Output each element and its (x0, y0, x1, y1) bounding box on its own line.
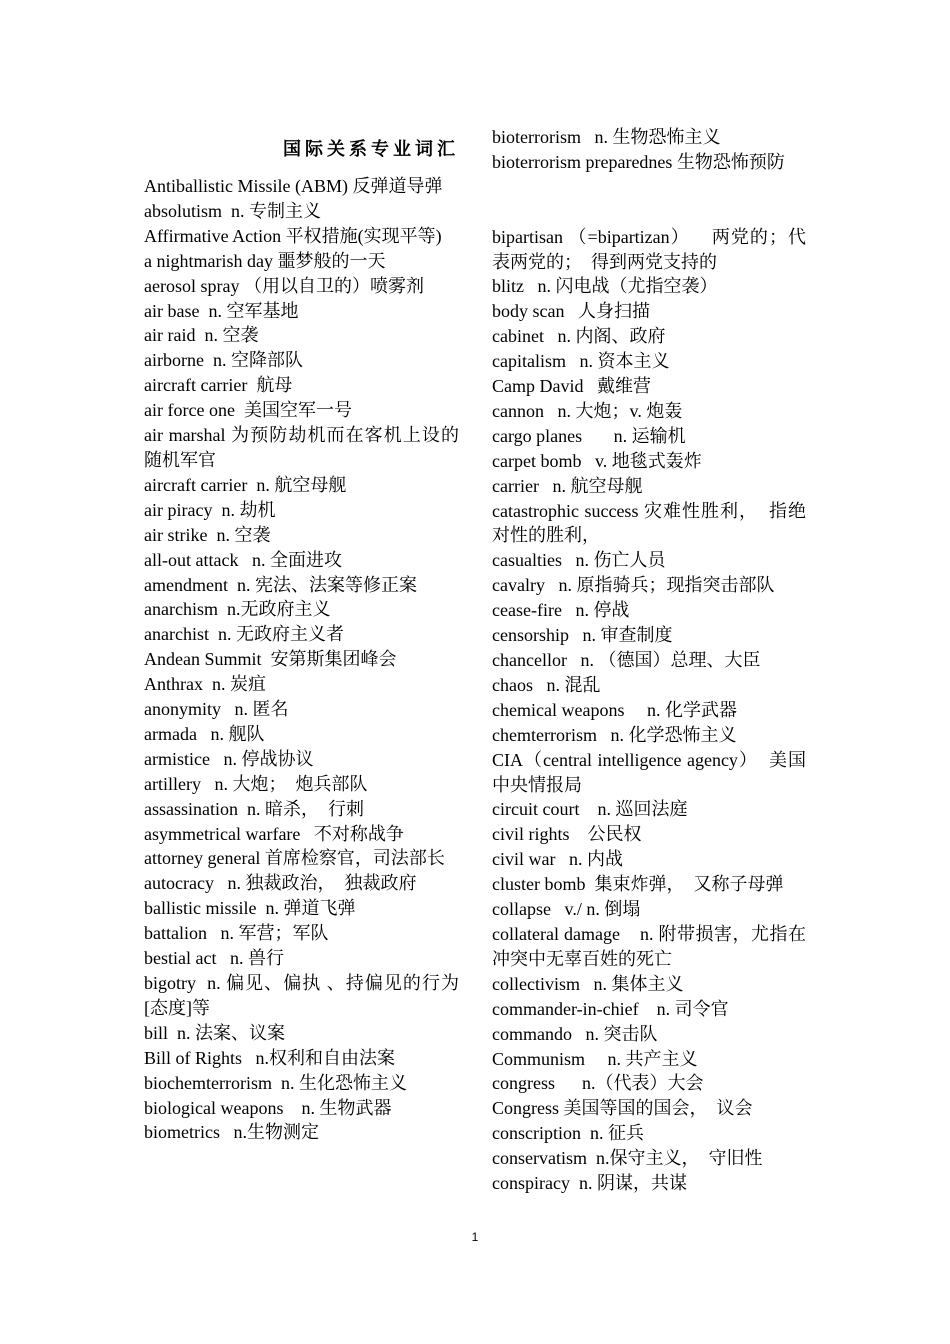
glossary-entry (144, 548, 459, 573)
glossary-entry (144, 896, 459, 921)
glossary-entry (492, 698, 806, 723)
glossary-entry (144, 498, 459, 523)
entry-term: collectivism (492, 973, 580, 994)
glossary-entry (492, 374, 806, 399)
entry-term: circuit court (492, 799, 580, 820)
entry-definition: n.无政府主义 (217, 599, 331, 620)
entry-definition: n. 法案、议案 (168, 1022, 286, 1043)
glossary-entry (492, 723, 806, 748)
entry-definition: 安第斯集团峰会 (261, 649, 397, 670)
entry-definition: n. 独裁政治， 独裁政府 (213, 873, 417, 894)
entry-definition: n.（代表）大会 (554, 1073, 704, 1094)
entry-definition: 首席检察官，司法部长 (260, 848, 445, 869)
glossary-entry (492, 424, 806, 449)
entry-definition: n. 空降部队 (203, 350, 303, 371)
entry-definition: n. 航空母舰 (538, 475, 643, 496)
entry-term: civil war (492, 849, 556, 870)
glossary-entry (144, 946, 459, 971)
entry-definition: n. 内战 (555, 849, 623, 870)
entry-term: ballistic missile (144, 898, 257, 919)
entry-definition: n. 大炮；v. 炮轰 (543, 400, 683, 421)
entry-definition: n. 内阁、政府 (543, 326, 666, 347)
glossary-entry (144, 174, 459, 199)
entry-term: air force one (144, 400, 235, 421)
entry-term: carrier (492, 475, 539, 496)
glossary-entry (144, 1096, 459, 1121)
glossary-entry (492, 449, 806, 474)
glossary-entry (144, 797, 459, 822)
glossary-entry (492, 125, 806, 150)
entry-term: air marshal (144, 425, 226, 446)
entry-term: congress (492, 1073, 555, 1094)
entry-term: cabinet (492, 326, 544, 347)
entry-definition: n. 混乱 (532, 674, 601, 695)
entry-term: asymmetrical warfare (144, 823, 301, 844)
glossary-entry (144, 822, 459, 847)
entry-definition: n. 附带损害，尤指在冲突中无辜百姓的死亡 (492, 923, 806, 969)
glossary-entry (492, 748, 806, 798)
entry-term: chaos (492, 674, 533, 695)
entry-definition: n. 生化恐怖主义 (271, 1072, 407, 1093)
glossary-entry (492, 1071, 806, 1096)
entry-definition: n. 运输机 (582, 425, 686, 446)
entry-term: cargo planes (492, 425, 583, 446)
entry-term: censorship (492, 625, 569, 646)
entry-term: absolutism (144, 200, 223, 221)
entry-term: assassination (144, 798, 238, 819)
entry-term: civil rights (492, 824, 570, 845)
glossary-entry (492, 274, 806, 299)
entry-definition: 为预防劫机而在客机上设的随机军官 (144, 425, 459, 470)
entry-definition: v. 地毯式轰炸 (581, 450, 702, 471)
glossary-entry (492, 897, 806, 922)
entry-term: cannon (492, 400, 544, 421)
glossary-entry (492, 673, 806, 698)
entry-definition: 美国等国的国会， 议会 (559, 1098, 753, 1119)
entry-definition: 美国中央情报局 (492, 749, 806, 795)
entry-term: conspiracy (492, 1173, 570, 1194)
glossary-entry (492, 648, 806, 673)
glossary-entry (144, 423, 459, 473)
entry-definition: n. 停战协议 (209, 748, 314, 769)
glossary-entry (492, 349, 806, 374)
glossary-entry (492, 872, 806, 897)
glossary-entry (144, 921, 459, 946)
entry-definition: v./ n. 倒塌 (550, 899, 641, 920)
glossary-entry (144, 697, 459, 722)
entry-definition: 灾难性胜利， 指绝对性的胜利， (492, 500, 806, 546)
entry-term: air base (144, 300, 200, 321)
entry-term: bipartisan (492, 226, 563, 247)
entry-term: bioterrorism preparednes (492, 151, 673, 172)
entry-term: battalion (144, 923, 207, 944)
glossary-entry (144, 1046, 459, 1071)
entry-term: collateral damage (492, 923, 620, 944)
entry-term: all-out attack (144, 549, 239, 570)
entry-term: cavalry (492, 575, 545, 596)
glossary-entry (492, 150, 806, 175)
glossary-entry (492, 972, 806, 997)
entry-definition: n.生物测定 (219, 1122, 319, 1143)
page-title: 国际关系专业词汇 (283, 139, 459, 160)
glossary-entry (144, 647, 459, 672)
right-column (492, 125, 806, 1196)
entry-term: collapse (492, 899, 551, 920)
entry-definition: 航母 (247, 375, 293, 396)
glossary-entry (144, 722, 459, 747)
entry-definition: n. 暗杀， 行刺 (238, 798, 364, 819)
glossary-entry (144, 622, 459, 647)
entry-term: a nightmarish day (144, 250, 273, 271)
entry-definition: n. 大炮； 炮兵部队 (200, 773, 368, 794)
glossary-entry (144, 323, 459, 348)
glossary-entry (492, 573, 806, 598)
glossary-entry (144, 672, 459, 697)
entry-definition: n. 闪电战（尤指空袭） (524, 276, 718, 297)
entry-definition: n. 生物武器 (283, 1097, 392, 1118)
glossary-entry (492, 922, 806, 972)
glossary-entry (144, 573, 459, 598)
glossary-entry (492, 797, 806, 822)
glossary-entry (144, 846, 459, 871)
glossary-entry (144, 348, 459, 373)
glossary-entry (144, 747, 459, 772)
glossary-entry (144, 1120, 459, 1145)
entry-term: Affirmative Action (144, 225, 282, 246)
glossary-entry (144, 373, 459, 398)
entry-term: CIA（central intelligence agency） (492, 749, 758, 770)
entry-definition: n. （德国）总理、大臣 (566, 650, 761, 671)
entry-definition: 戴维营 (583, 376, 651, 397)
entry-term: air raid (144, 325, 196, 346)
glossary-entry (144, 772, 459, 797)
entry-term: conservatism (492, 1148, 587, 1169)
page-number: 1 (471, 1230, 479, 1244)
entry-definition: 平权措施(实现平等) (281, 225, 442, 246)
entry-definition: n. 军营；军队 (206, 923, 329, 944)
entry-definition: n.权利和自由法案 (242, 1047, 396, 1068)
entry-term: chemical weapons (492, 699, 625, 720)
entry-term: Congress (492, 1098, 559, 1119)
entry-term: biometrics (144, 1122, 220, 1143)
entry-definition: n. 炭疽 (202, 674, 266, 695)
entry-term: Anthrax (144, 674, 203, 695)
entry-term: catastrophic success (492, 500, 639, 521)
entry-term: conscription (492, 1123, 581, 1144)
glossary-entry (492, 1096, 806, 1121)
entry-definition: n. 化学武器 (624, 699, 737, 720)
glossary-entry (144, 523, 459, 548)
glossary-entry (492, 598, 806, 623)
entry-definition: 反弹道导弹 (348, 176, 443, 196)
glossary-entry (144, 224, 459, 249)
entry-definition: n. 化学恐怖主义 (596, 724, 737, 745)
entry-definition: n. 共产主义 (585, 1048, 698, 1069)
entry-term: carpet bomb (492, 450, 582, 471)
glossary-entry (492, 499, 806, 549)
entry-definition: n. 匿名 (221, 699, 289, 720)
entry-term: capitalism (492, 351, 566, 372)
entry-definition: 人身扫描 (564, 301, 650, 322)
entry-definition: n. 空袭 (195, 325, 259, 346)
entry-term: artillery (144, 773, 201, 794)
entry-term: blitz (492, 276, 524, 297)
glossary-entry (144, 597, 459, 622)
entry-definition: n. 偏见、偏执 、持偏见的行为[态度]等 (144, 973, 459, 1018)
glossary-entry (492, 474, 806, 499)
entry-term: anarchism (144, 599, 218, 620)
entry-term: casualties (492, 550, 562, 571)
entry-definition: n. 审查制度 (568, 625, 673, 646)
entry-term: biochemterrorism (144, 1072, 272, 1093)
entry-definition: （=bipartizan） 两党的；代表两党的； 得到两党支持的 (492, 226, 806, 272)
entry-term: air strike (144, 524, 208, 545)
glossary-entry (144, 398, 459, 423)
left-entry-list (144, 174, 459, 1145)
entry-definition: n. 空军基地 (199, 300, 299, 321)
entry-definition: n. 劫机 (212, 499, 276, 520)
entry-definition: 公民权 (569, 824, 642, 845)
entry-definition: 不对称战争 (300, 823, 404, 844)
entry-definition: n. 资本主义 (565, 351, 670, 372)
blank-gap (492, 175, 806, 225)
entry-definition: 美国空军一号 (234, 400, 352, 421)
glossary-entry (492, 324, 806, 349)
entry-term: bigotry (144, 973, 196, 993)
entry-definition: n. 空袭 (207, 524, 271, 545)
entry-definition: n. 专制主义 (222, 200, 322, 221)
entry-term: Camp David (492, 376, 584, 397)
entry-term: commando (492, 1023, 572, 1044)
glossary-entry (492, 225, 806, 275)
entry-term: armada (144, 723, 197, 744)
glossary-entry (144, 249, 459, 274)
entry-term: attorney general (144, 848, 261, 869)
entry-term: air piracy (144, 499, 213, 520)
entry-definition: n. 司令官 (638, 998, 729, 1019)
entry-definition: n. 征兵 (580, 1123, 644, 1144)
entry-definition: n. 突击队 (571, 1023, 658, 1044)
entry-definition: n. 舰队 (196, 723, 265, 744)
glossary-entry (144, 871, 459, 896)
entry-definition: n. 集体主义 (579, 973, 684, 994)
glossary-entry (492, 1022, 806, 1047)
glossary-entry (144, 971, 459, 1021)
glossary-entry (492, 997, 806, 1022)
entry-term: cease-fire (492, 600, 562, 621)
entry-term: body scan (492, 301, 565, 322)
entry-definition: 噩梦般的一天 (272, 250, 386, 271)
entry-definition: n. 原指骑兵；现指突击部队 (544, 575, 775, 596)
entry-definition: n. 巡回法庭 (579, 799, 688, 820)
glossary-entry (492, 1146, 806, 1171)
entry-term: chemterrorism (492, 724, 597, 745)
entry-term: biological weapons (144, 1097, 284, 1118)
entry-term: Andean Summit (144, 649, 262, 670)
glossary-entry (144, 274, 459, 299)
entry-term: Communism (492, 1048, 586, 1069)
entry-term: anonymity (144, 699, 221, 720)
entry-term: airborne (144, 350, 204, 371)
entry-term: amendment (144, 574, 228, 595)
entry-definition: n. 停战 (561, 600, 630, 621)
entry-definition: n. 生物恐怖主义 (580, 127, 721, 147)
glossary-entry (144, 1021, 459, 1046)
entry-term: bioterrorism (492, 127, 581, 147)
entry-term: chancellor (492, 650, 567, 671)
entry-definition: n.保守主义， 守旧性 (586, 1148, 763, 1169)
entry-definition: 生物恐怖预防 (672, 151, 785, 172)
left-column (144, 125, 459, 1145)
entry-definition: n. 兽行 (216, 948, 284, 969)
right-entry-list (492, 225, 806, 1196)
right-entry-list-top (492, 125, 806, 175)
glossary-entry (492, 623, 806, 648)
entry-definition: n. 全面进攻 (238, 549, 342, 570)
entry-definition: （用以自卫的）喷雾剂 (239, 275, 424, 296)
glossary-entry (144, 473, 459, 498)
entry-term: aircraft carrier (144, 474, 248, 495)
glossary-entry (492, 548, 806, 573)
glossary-entry (144, 299, 459, 324)
entry-term: commander-in-chief (492, 998, 639, 1019)
entry-definition: n. 阴谋，共谋 (569, 1173, 687, 1194)
entry-term: armistice (144, 748, 210, 769)
glossary-entry (492, 847, 806, 872)
entry-definition: n. 弹道飞弹 (256, 898, 356, 919)
glossary-entry (492, 1121, 806, 1146)
entry-term: cluster bomb (492, 874, 586, 895)
entry-term: Bill of Rights (144, 1047, 243, 1068)
entry-definition: n. 航空母舰 (247, 474, 347, 495)
glossary-entry (492, 822, 806, 847)
entry-definition: 集束炸弹， 又称子母弹 (585, 874, 784, 895)
entry-term: autocracy (144, 873, 214, 894)
entry-term: anarchist (144, 624, 209, 645)
glossary-entry (492, 399, 806, 424)
entry-term: Antiballistic Missile (ABM) (144, 176, 348, 196)
glossary-entry (144, 1071, 459, 1096)
entry-definition: n. 无政府主义者 (208, 624, 344, 645)
entry-term: bill (144, 1022, 169, 1043)
entry-definition: n. 伤亡人员 (561, 550, 666, 571)
entry-term: aircraft carrier (144, 375, 248, 396)
glossary-entry (492, 1171, 806, 1196)
entry-term: bestial act (144, 948, 217, 969)
glossary-entry (492, 299, 806, 324)
entry-definition: n. 宪法、法案等修正案 (227, 574, 417, 595)
entry-term: aerosol spray (144, 275, 240, 296)
glossary-entry (492, 1047, 806, 1072)
glossary-entry (144, 199, 459, 224)
